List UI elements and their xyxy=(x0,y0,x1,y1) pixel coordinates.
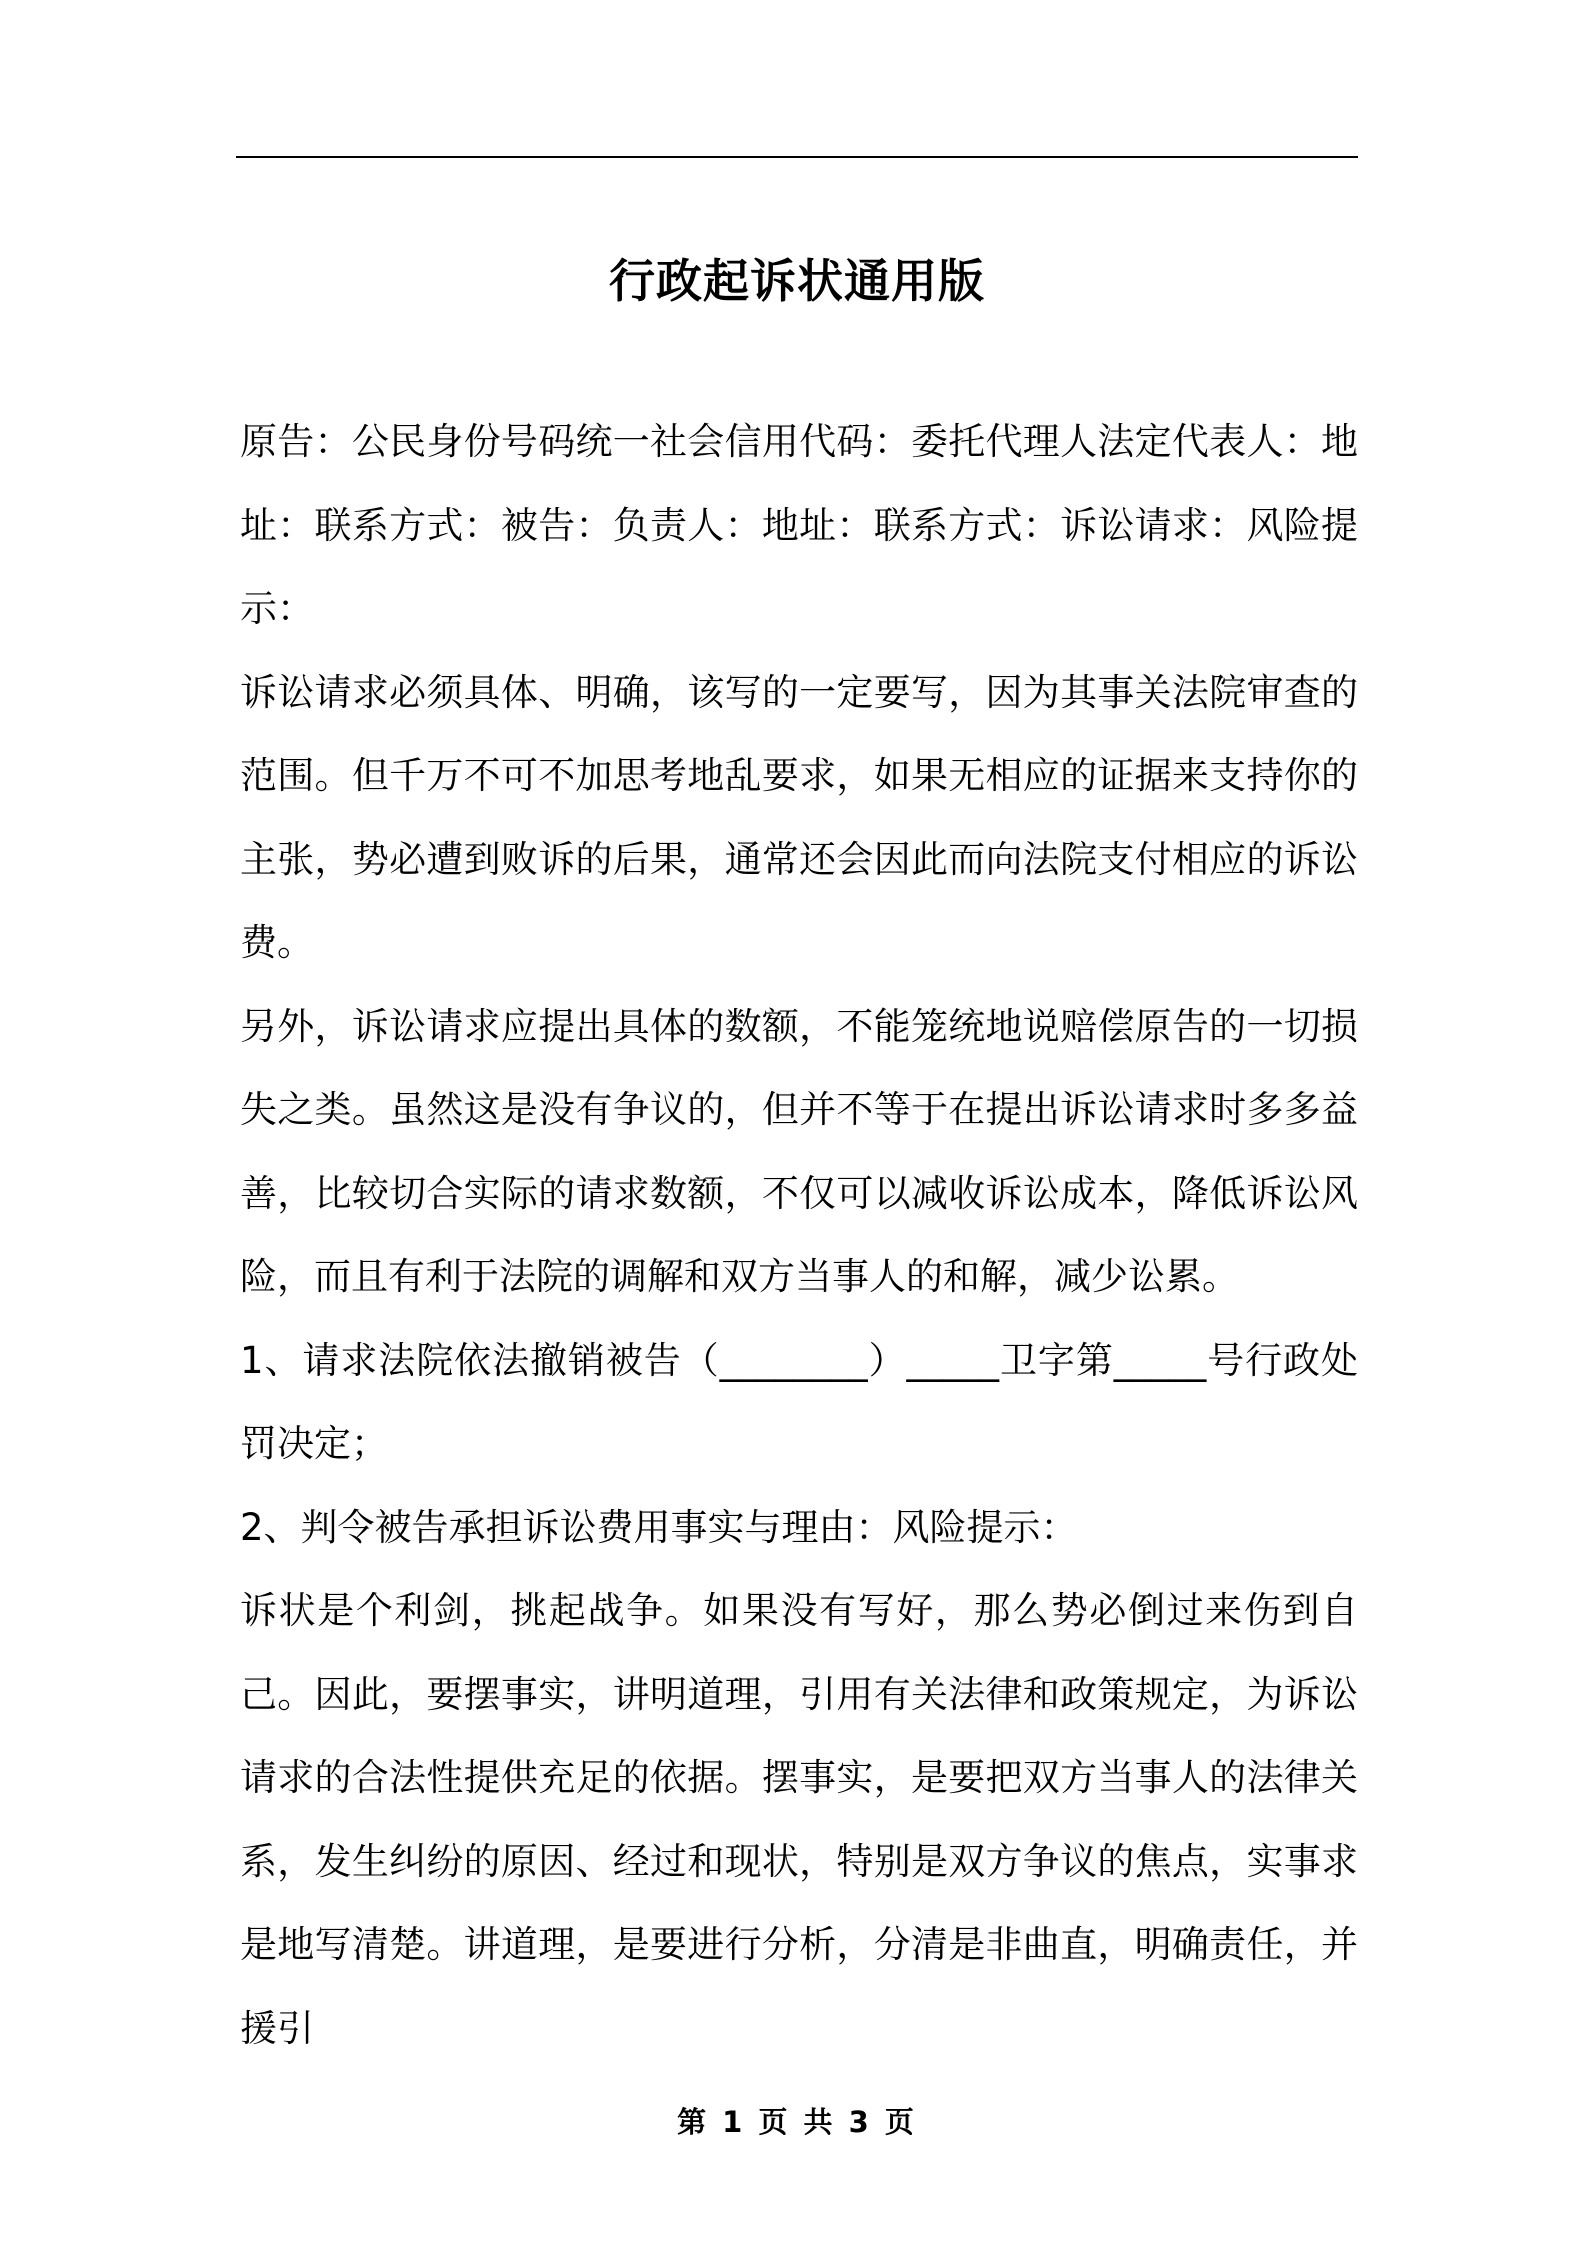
document-body xyxy=(240,400,1358,2070)
paragraph-parties: 原告：公民身份号码统一社会信用代码：委托代理人法定代表人：地址：联系方式：被告：负责人：地址：联系方式：诉讼请求：风险提示： xyxy=(240,420,1358,630)
page-number-footer: 第 1 页 共 3 页 xyxy=(677,2105,917,2139)
paragraph-claim-requirements: 诉讼请求必须具体、明确，该写的一定要写，因为其事关法院审查的范围。但千万不可不加思考地乱要求，如果无相应的证据来支持你的主张，势必遭到败诉的后果，通常还会因此而向法院支付相应的诉讼费。 xyxy=(240,670,1358,964)
header-rule xyxy=(236,156,1358,158)
paragraph-request-1: 1、请求法院依法撤销被告（________）_____卫字第_____号行政处罚决定； xyxy=(240,1338,1358,1465)
document-title: 行政起诉状通用版 xyxy=(609,253,985,308)
paragraph-facts-reasons: 诉状是个利剑，挑起战争。如果没有写好，那么势必倒过来伤到自己。因此，要摆事实，讲明道理，引用有关法律和政策规定，为诉讼请求的合法性提供充足的依据。摆事实，是要把双方当事人的法律关系，发生纠纷的原因、经过和现状，特别是双方争议的焦点，实事求是地写清楚。讲道理，是要进行分析，分清是非曲直，明确责任，并援引 xyxy=(240,1589,1358,2050)
paragraph-request-2: 2、判令被告承担诉讼费用事实与理由：风险提示： xyxy=(240,1505,1078,1549)
paragraph-claim-amounts: 另外，诉讼请求应提出具体的数额，不能笼统地说赔偿原告的一切损失之类。虽然这是没有争议的，但并不等于在提出诉讼请求时多多益善，比较切合实际的请求数额，不仅可以减收诉讼成本，降低诉讼风险，而且有利于法院的调解和双方当事人的和解，减少讼累。 xyxy=(240,1004,1358,1298)
